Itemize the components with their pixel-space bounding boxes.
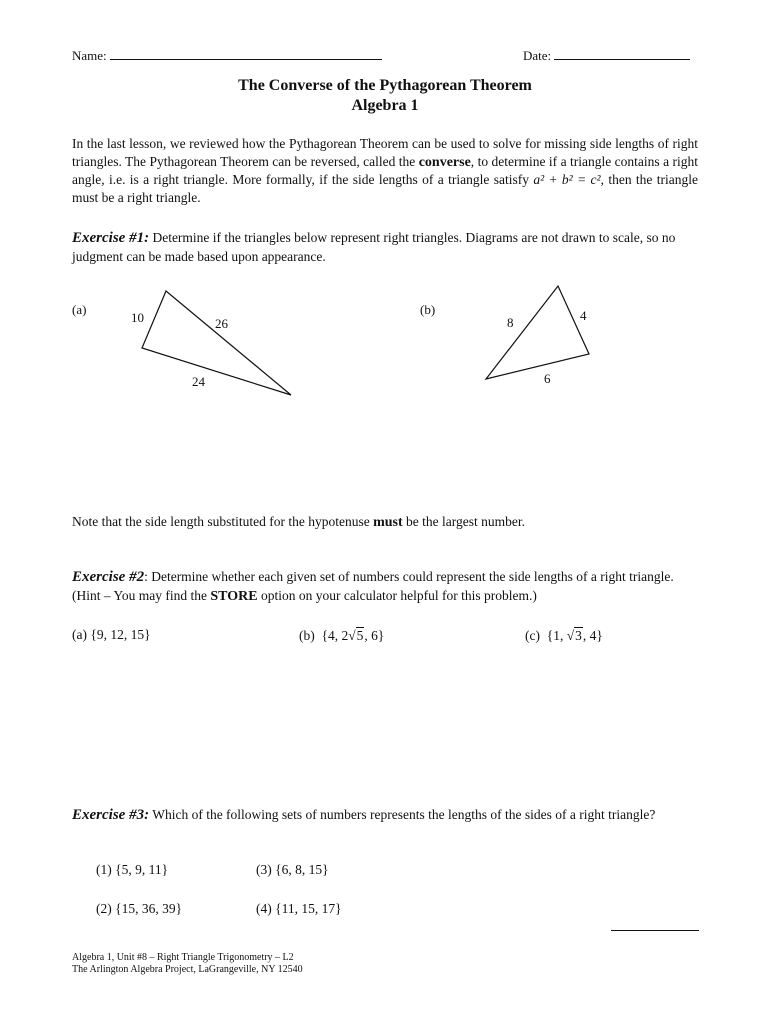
choice-3 xyxy=(256,862,329,878)
store-keyword: STORE xyxy=(210,588,258,604)
page-title: The Converse of the Pythagorean Theorem xyxy=(238,77,532,94)
part-c-radicand: 3 xyxy=(575,628,582,643)
exercise-2-part-b xyxy=(299,627,384,644)
choice-set: {11, 15, 17} xyxy=(275,901,342,916)
name-blank[interactable] xyxy=(110,47,382,60)
intro-paragraph xyxy=(72,135,698,206)
note-text-2: be the largest number. xyxy=(402,514,525,529)
note-keyword: must xyxy=(373,515,403,530)
date-blank[interactable] xyxy=(554,47,690,60)
choice-number: (4) xyxy=(256,901,272,916)
intro-text-1: In the last lesson, we reviewed how the Pythagorean Theorem can be used to solve for missing side lengths of right triangles. The Pythagorean Theorem can be reversed, called the xyxy=(72,136,698,169)
triangle-a-label: (a) xyxy=(72,302,87,317)
choice-1 xyxy=(96,862,168,878)
part-b-label: (b) xyxy=(299,628,315,643)
choice-set: {6, 8, 15} xyxy=(275,862,329,877)
choice-2 xyxy=(96,901,182,917)
note-text-1: Note that the side length substituted for the hypotenuse xyxy=(72,514,374,529)
intro-text-3: , then the triangle must be a right triangle. xyxy=(72,172,698,205)
part-a-label: (a) xyxy=(72,627,87,642)
part-c-suffix: , 4} xyxy=(582,628,603,643)
choice-4 xyxy=(256,901,342,917)
date-field[interactable] xyxy=(523,47,690,64)
choice-number: (3) xyxy=(256,862,272,877)
triangle-a-side-1: 10 xyxy=(131,310,144,325)
choice-set: {5, 9, 11} xyxy=(115,862,169,877)
exercise-2-text-2: option on your calculator helpful for this problem.) xyxy=(257,587,537,603)
exercise-2-text: : Determine whether each given set of numbers could represent the side lengths of a right triangle. (Hint – You may find the xyxy=(72,569,674,603)
triangle-b xyxy=(486,286,589,379)
exercise-3-prompt xyxy=(72,806,698,825)
sqrt-symbol: √3 xyxy=(566,628,582,643)
triangle-a xyxy=(142,291,291,395)
triangle-b-side-3: 6 xyxy=(544,371,551,386)
triangle-b-label: (b) xyxy=(420,302,436,317)
exercise-3-label: Exercise #3: xyxy=(72,807,150,823)
triangle-b-side-2: 4 xyxy=(580,308,587,323)
name-field[interactable] xyxy=(72,47,382,64)
choice-number: (1) xyxy=(96,862,112,877)
part-b-prefix: {4, 2 xyxy=(321,628,349,643)
page-subtitle: Algebra 1 xyxy=(351,97,419,114)
exercise-2-prompt xyxy=(72,568,698,605)
choice-set: {15, 36, 39} xyxy=(115,901,183,916)
part-c-prefix: {1, xyxy=(546,628,567,643)
name-label: Name: xyxy=(72,48,107,63)
exercise-1-label: Exercise #1: xyxy=(72,230,150,246)
part-a-set: {9, 12, 15} xyxy=(90,627,151,642)
triangle-b-side-1: 8 xyxy=(507,315,514,330)
exercise-2-label: Exercise #2 xyxy=(72,569,145,585)
exercise-3-text: Which of the following sets of numbers represents the lengths of the sides of a right triangle? xyxy=(149,807,656,822)
pythagorean-equation: a² + b² = c² xyxy=(533,172,601,187)
exercise-2-part-a xyxy=(72,627,151,643)
exercise-1-prompt xyxy=(72,229,698,265)
footer xyxy=(72,952,303,976)
part-c-label: (c) xyxy=(525,628,540,643)
triangle-a-side-3: 24 xyxy=(192,374,205,389)
footer-course: Algebra 1, Unit #8 – Right Triangle Trigonometry – L2 xyxy=(72,952,294,963)
triangle-diagrams xyxy=(0,270,770,410)
hypotenuse-note xyxy=(72,514,525,531)
triangle-a-side-2: 26 xyxy=(215,316,228,331)
footer-source: The Arlington Algebra Project, LaGrangeville, NY 12540 xyxy=(72,964,303,975)
date-label: Date: xyxy=(523,48,552,63)
choice-number: (2) xyxy=(96,901,112,916)
part-b-radicand: 5 xyxy=(356,628,364,643)
intro-text-2: , to determine if a triangle contains a right angle, i.e. is a right triangle. More formally, if the side lengths of a triangle satisfy xyxy=(72,153,698,187)
exercise-2-part-c xyxy=(525,627,603,644)
exercise-1-text: Determine if the triangles below represent right triangles. Diagrams are not drawn to scale, so no judgment can be made based upon appearance. xyxy=(72,230,676,264)
part-b-suffix: , 6} xyxy=(364,628,385,643)
answer-blank[interactable] xyxy=(611,930,699,931)
sqrt-symbol: √5 xyxy=(348,628,364,643)
intro-keyword: converse xyxy=(418,154,471,170)
